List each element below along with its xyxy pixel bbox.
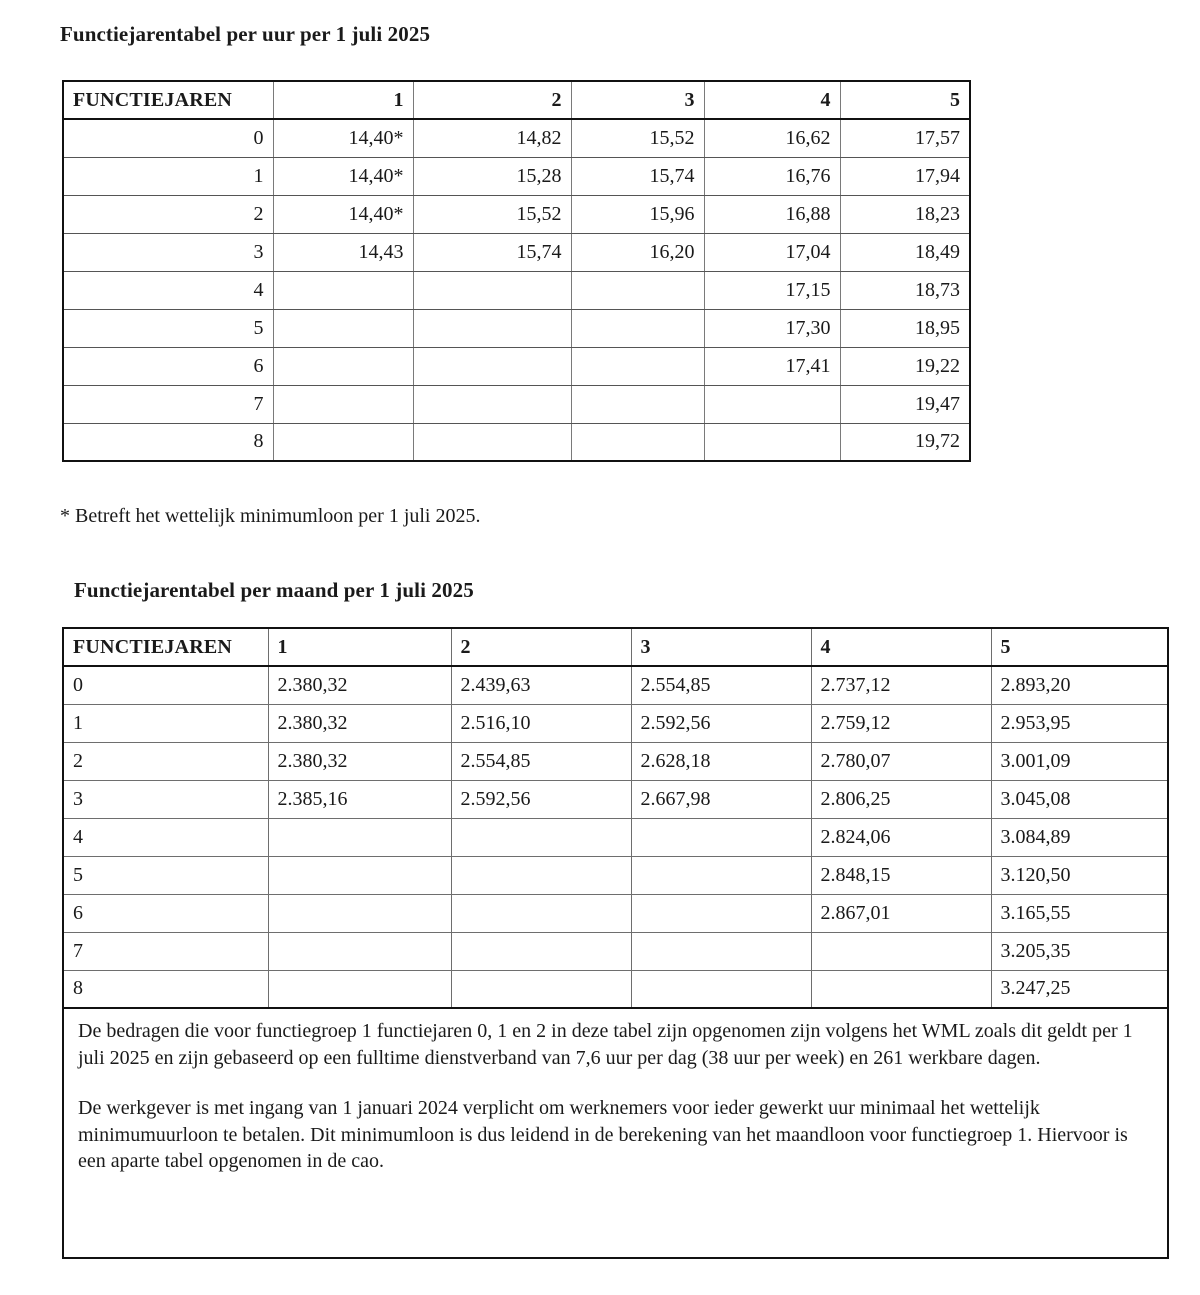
hourly-row-year: 6 <box>63 347 273 385</box>
hourly-cell-g1 <box>273 347 413 385</box>
table-row <box>63 742 1168 780</box>
table-row <box>63 195 970 233</box>
monthly-row-year: 7 <box>63 932 268 970</box>
hourly-cell-g3: 16,20 <box>571 233 704 271</box>
monthly-table-notes-cell <box>63 1008 1168 1258</box>
hourly-cell-g4: 17,30 <box>704 309 840 347</box>
table-row <box>63 385 970 423</box>
table-row <box>63 932 1168 970</box>
monthly-cell-g1 <box>268 932 451 970</box>
hourly-header-group-2: 2 <box>413 81 571 119</box>
monthly-cell-g1: 2.385,16 <box>268 780 451 818</box>
monthly-header-functiejaren: FUNCTIEJAREN <box>63 628 268 666</box>
monthly-cell-g1: 2.380,32 <box>268 666 451 704</box>
monthly-cell-g3 <box>631 932 811 970</box>
monthly-cell-g3: 2.554,85 <box>631 666 811 704</box>
monthly-row-year: 4 <box>63 818 268 856</box>
monthly-cell-g1: 2.380,32 <box>268 704 451 742</box>
hourly-row-year: 4 <box>63 271 273 309</box>
monthly-cell-g5: 3.165,55 <box>991 894 1168 932</box>
monthly-wage-table <box>62 627 1169 1259</box>
hourly-cell-g3: 15,52 <box>571 119 704 157</box>
monthly-row-year: 3 <box>63 780 268 818</box>
hourly-header-group-5: 5 <box>840 81 970 119</box>
hourly-cell-g4: 17,41 <box>704 347 840 385</box>
hourly-row-year: 0 <box>63 119 273 157</box>
monthly-cell-g3: 2.628,18 <box>631 742 811 780</box>
table-row <box>63 271 970 309</box>
monthly-cell-g1: 2.380,32 <box>268 742 451 780</box>
hourly-cell-g2 <box>413 309 571 347</box>
monthly-cell-g3 <box>631 818 811 856</box>
monthly-cell-g4: 2.759,12 <box>811 704 991 742</box>
monthly-header-group-5: 5 <box>991 628 1168 666</box>
table-row <box>63 780 1168 818</box>
hourly-cell-g1 <box>273 271 413 309</box>
monthly-cell-g5: 3.205,35 <box>991 932 1168 970</box>
table-row <box>63 157 970 195</box>
monthly-cell-g2: 2.554,85 <box>451 742 631 780</box>
hourly-cell-g5: 18,49 <box>840 233 970 271</box>
hourly-cell-g1: 14,43 <box>273 233 413 271</box>
monthly-header-group-3: 3 <box>631 628 811 666</box>
monthly-cell-g2: 2.439,63 <box>451 666 631 704</box>
monthly-cell-g4: 2.737,12 <box>811 666 991 704</box>
table-row <box>63 119 970 157</box>
monthly-cell-g5: 2.893,20 <box>991 666 1168 704</box>
monthly-header-group-2: 2 <box>451 628 631 666</box>
hourly-cell-g2: 15,28 <box>413 157 571 195</box>
monthly-cell-g4: 2.780,07 <box>811 742 991 780</box>
monthly-cell-g2 <box>451 818 631 856</box>
hourly-row-year: 8 <box>63 423 273 461</box>
table-row <box>63 704 1168 742</box>
monthly-cell-g5: 3.247,25 <box>991 970 1168 1008</box>
monthly-cell-g5: 3.120,50 <box>991 856 1168 894</box>
hourly-cell-g2: 15,52 <box>413 195 571 233</box>
table-row <box>63 970 1168 1008</box>
hourly-cell-g4 <box>704 423 840 461</box>
page-title-hour-table: Functiejarentabel per uur per 1 juli 2025 <box>60 22 431 46</box>
hourly-cell-g2 <box>413 347 571 385</box>
table-row <box>63 666 1168 704</box>
hourly-cell-g3 <box>571 385 704 423</box>
hourly-cell-g3 <box>571 423 704 461</box>
note-paragraph-minimum-hourly-wage: De werkgever is met ingang van 1 januari 2024 verplicht om werknemers voor ieder gewerkt uur minimaal het wettelijk minimumuurloon te betalen. Dit minimumloon is dus leidend in de berekening van het maandloon voor functiegroep 1. Hiervoor is een aparte tabel opgenomen in de cao. <box>78 1097 1128 1173</box>
monthly-row-year: 1 <box>63 704 268 742</box>
monthly-cell-g5: 2.953,95 <box>991 704 1168 742</box>
hourly-cell-g1 <box>273 309 413 347</box>
monthly-cell-g3 <box>631 856 811 894</box>
hourly-cell-g1: 14,40* <box>273 119 413 157</box>
monthly-header-group-4: 4 <box>811 628 991 666</box>
table-row <box>63 894 1168 932</box>
monthly-cell-g1 <box>268 970 451 1008</box>
monthly-cell-g3: 2.667,98 <box>631 780 811 818</box>
hourly-cell-g5: 17,94 <box>840 157 970 195</box>
monthly-row-year: 0 <box>63 666 268 704</box>
hourly-cell-g1 <box>273 385 413 423</box>
hourly-cell-g4: 16,76 <box>704 157 840 195</box>
table-notes-row <box>63 1008 1168 1258</box>
monthly-cell-g1 <box>268 818 451 856</box>
hourly-cell-g3: 15,96 <box>571 195 704 233</box>
monthly-cell-g4: 2.824,06 <box>811 818 991 856</box>
hourly-cell-g3 <box>571 271 704 309</box>
table-header-row <box>63 628 1168 666</box>
monthly-row-year: 8 <box>63 970 268 1008</box>
hourly-cell-g1: 14,40* <box>273 195 413 233</box>
table-row <box>63 818 1168 856</box>
hourly-cell-g5: 19,47 <box>840 385 970 423</box>
hourly-cell-g2 <box>413 385 571 423</box>
monthly-row-year: 2 <box>63 742 268 780</box>
table-row <box>63 347 970 385</box>
hourly-cell-g4: 16,62 <box>704 119 840 157</box>
hourly-cell-g2: 14,82 <box>413 119 571 157</box>
table-row <box>63 233 970 271</box>
hourly-cell-g4: 16,88 <box>704 195 840 233</box>
monthly-header-group-1: 1 <box>268 628 451 666</box>
monthly-cell-g1 <box>268 856 451 894</box>
monthly-cell-g4 <box>811 932 991 970</box>
hourly-cell-g3 <box>571 347 704 385</box>
monthly-cell-g2: 2.592,56 <box>451 780 631 818</box>
hourly-row-year: 5 <box>63 309 273 347</box>
hourly-cell-g3: 15,74 <box>571 157 704 195</box>
hourly-cell-g5: 17,57 <box>840 119 970 157</box>
monthly-cell-g3 <box>631 970 811 1008</box>
monthly-cell-g2 <box>451 856 631 894</box>
hourly-row-year: 1 <box>63 157 273 195</box>
hourly-cell-g5: 18,73 <box>840 271 970 309</box>
table-header-row <box>63 81 970 119</box>
hourly-cell-g4 <box>704 385 840 423</box>
hourly-row-year: 3 <box>63 233 273 271</box>
hourly-cell-g5: 19,72 <box>840 423 970 461</box>
hourly-cell-g5: 18,23 <box>840 195 970 233</box>
hourly-cell-g5: 18,95 <box>840 309 970 347</box>
hourly-cell-g4: 17,15 <box>704 271 840 309</box>
hourly-cell-g4: 17,04 <box>704 233 840 271</box>
monthly-cell-g1 <box>268 894 451 932</box>
monthly-cell-g5: 3.084,89 <box>991 818 1168 856</box>
hourly-header-group-3: 3 <box>571 81 704 119</box>
hourly-row-year: 7 <box>63 385 273 423</box>
monthly-cell-g5: 3.001,09 <box>991 742 1168 780</box>
note-paragraph-wml: De bedragen die voor functiegroep 1 functiejaren 0, 1 en 2 in deze tabel zijn opgenomen zijn volgens het WML zoals dit geldt per 1 juli 2025 en zijn gebaseerd op een fulltime dienstverband van 7,6 uur per dag (38 uur per week) en 261 werkbare dagen. <box>78 1020 1133 1069</box>
monthly-cell-g3: 2.592,56 <box>631 704 811 742</box>
minimum-wage-footnote: * Betreft het wettelijk minimumloon per 1 juli 2025. <box>60 505 481 527</box>
monthly-cell-g2 <box>451 894 631 932</box>
hourly-cell-g2: 15,74 <box>413 233 571 271</box>
monthly-cell-g4: 2.806,25 <box>811 780 991 818</box>
page-title-month-table: Functiejarentabel per maand per 1 juli 2025 <box>74 578 474 602</box>
hourly-cell-g1: 14,40* <box>273 157 413 195</box>
monthly-cell-g2: 2.516,10 <box>451 704 631 742</box>
monthly-cell-g3 <box>631 894 811 932</box>
hourly-cell-g1 <box>273 423 413 461</box>
monthly-cell-g5: 3.045,08 <box>991 780 1168 818</box>
hourly-cell-g2 <box>413 423 571 461</box>
hourly-header-group-4: 4 <box>704 81 840 119</box>
table-row <box>63 856 1168 894</box>
monthly-cell-g2 <box>451 970 631 1008</box>
hourly-cell-g3 <box>571 309 704 347</box>
monthly-row-year: 6 <box>63 894 268 932</box>
table-row <box>63 309 970 347</box>
monthly-cell-g2 <box>451 932 631 970</box>
monthly-cell-g4: 2.848,15 <box>811 856 991 894</box>
table-row <box>63 423 970 461</box>
monthly-row-year: 5 <box>63 856 268 894</box>
hourly-wage-table <box>62 80 971 462</box>
hourly-header-group-1: 1 <box>273 81 413 119</box>
hourly-cell-g2 <box>413 271 571 309</box>
monthly-table-head <box>63 628 1168 666</box>
monthly-cell-g4: 2.867,01 <box>811 894 991 932</box>
hourly-cell-g5: 19,22 <box>840 347 970 385</box>
hourly-header-functiejaren: FUNCTIEJAREN <box>63 81 273 119</box>
monthly-table-body <box>63 666 1168 1258</box>
monthly-cell-g4 <box>811 970 991 1008</box>
hourly-row-year: 2 <box>63 195 273 233</box>
hourly-table-head <box>63 81 970 119</box>
hourly-table-body <box>63 119 970 461</box>
